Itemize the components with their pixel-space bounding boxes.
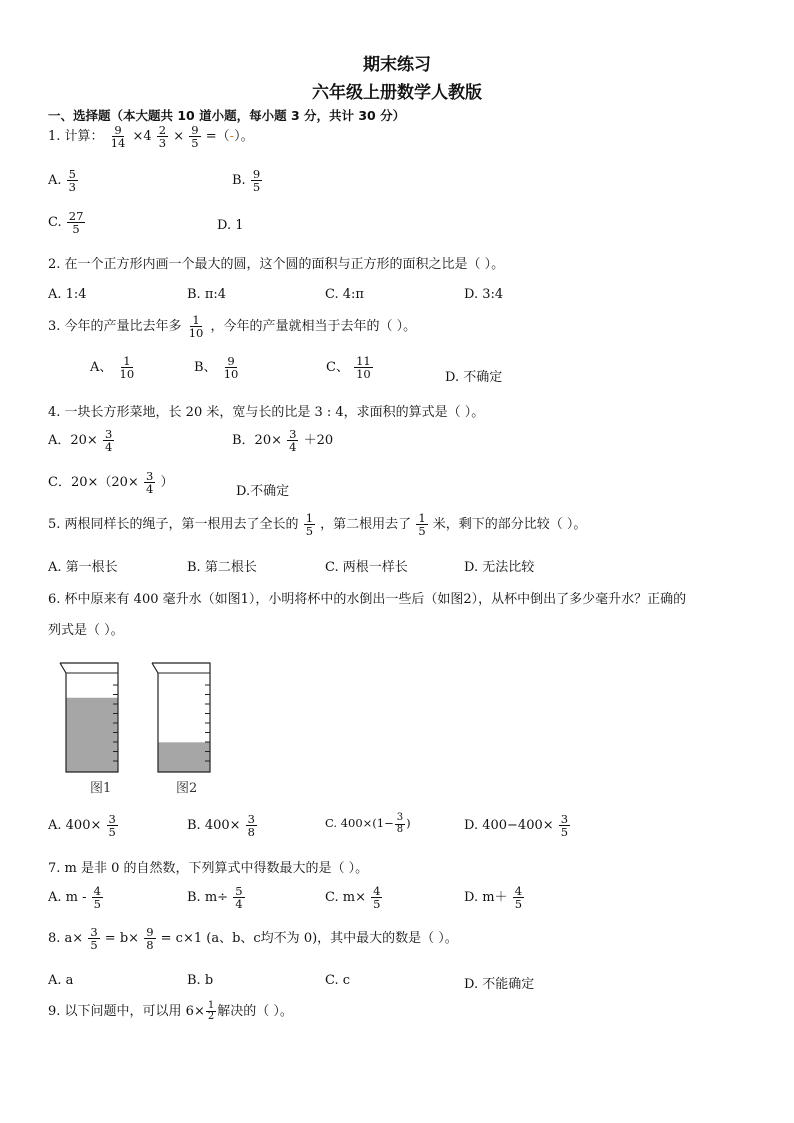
q1-prefix: 1. 计算：: [48, 129, 104, 145]
q2-option-c: C. 4:π: [325, 287, 364, 302]
q5-option-c: C. 两根一样长: [325, 560, 408, 575]
q7-option-c: C. m× $\frac{4}{5}$: [325, 884, 381, 912]
q6-option-b: B. 400× $\frac{3}{8}$: [187, 812, 255, 840]
q5-option-b: B. 第二根长: [187, 560, 257, 575]
beaker-figures: [55, 655, 225, 795]
q8-option-a: A. a: [48, 973, 74, 988]
q1-op: ×4: [132, 129, 152, 145]
q3-option-b: B、 $\frac{9}{10}$: [194, 354, 239, 382]
q1-option-c: C. $\frac{27}{5}$: [48, 209, 84, 237]
beaker-2: [152, 663, 210, 772]
q7-option-a: A. m - $\frac{4}{5}$: [48, 884, 101, 912]
q1-op2: ×: [173, 129, 185, 145]
q1-answer-blank: -: [229, 129, 235, 145]
q2-option-b: B. π:4: [187, 287, 227, 302]
question-6-line-2: 列式是（ ）。: [48, 623, 124, 638]
q5-option-d: D. 无法比较: [464, 560, 535, 575]
q6-option-a: A. 400× $\frac{3}{5}$: [48, 812, 116, 840]
q8-option-b: B. b: [187, 973, 214, 988]
q7-option-b: B. m÷ $\frac{5}{4}$: [187, 884, 243, 912]
q1-eq: =（: [205, 129, 230, 145]
q1-option-b: B. $\frac{9}{5}$: [232, 167, 261, 195]
q1-fraction-2: $\frac{2}{3}$: [158, 123, 167, 151]
q2-option-d: D. 3:4: [464, 287, 504, 302]
section-heading: 一、选择题（本大题共 10 道小题，每小题 3 分，共计 30 分）: [48, 108, 406, 123]
question-7: 7. m 是非 0 的自然数，下列算式中得数最大的是（ ）。: [48, 861, 369, 876]
q3-option-a: A、 $\frac{1}{10}$: [90, 354, 135, 382]
beaker-1: [60, 663, 118, 772]
q1-fraction-3: $\frac{9}{5}$: [191, 123, 199, 151]
q8-option-c: C. c: [325, 973, 351, 988]
q4-option-d: D.不确定: [236, 484, 290, 499]
q4-option-c: C．20×（20× $\frac{3}{4}$ ）: [48, 469, 174, 497]
q5-option-a: A. 第一根长: [48, 560, 118, 575]
question-9: 9. 以下问题中，可以用 6× $\frac{1}{2}$ 解决的（ ）。: [48, 999, 293, 1022]
q6-option-c: C. 400×(1− $\frac{3}{8}$ ): [325, 812, 411, 835]
q1-fraction-1: $\frac{9}{14}$: [110, 123, 126, 151]
question-5: 5. 两根同样长的绳子，第一根用去了全长的 $\frac{1}{5}$ ，第二根用去了 $\frac{1}{5}$ 米，剩下的部分比较（ ）。: [48, 511, 587, 539]
figure-1-label: 图1: [90, 781, 112, 796]
q2-option-a: A. 1:4: [48, 287, 87, 302]
question-6-line-1: 6. 杯中原来有 400 毫升水（如图1），小明将杯中的水倒出一些后（如图2），从杯中倒出了多少毫升水？正确的: [48, 592, 687, 607]
question-4: 4. 一块长方形菜地，长 20 米，宽与长的比是 3 : 4，求面积的算式是（ ）。: [48, 405, 485, 420]
page-subtitle: 六年级上册数学人教版: [312, 83, 482, 103]
question-8: 8. a× $\frac{3}{5}$ = b× $\frac{9}{8}$ = c×1 (a、b、c均不为 0)，其中最大的数是（ ）。: [48, 925, 458, 953]
q4-option-b: B．20× $\frac{3}{4}$ ＋20: [232, 427, 334, 455]
beaker-1-water: [66, 698, 118, 772]
q1-option-d: D. 1: [217, 218, 244, 233]
beaker-2-water: [158, 742, 210, 772]
question-2: 2. 在一个正方形内画一个最大的圆，这个圆的面积与正方形的面积之比是（ ）。: [48, 257, 505, 272]
q6-option-d: D. 400−400× $\frac{3}{5}$: [464, 812, 569, 840]
page-title: 期末练习: [363, 55, 431, 75]
figure-2-label: 图2: [176, 781, 198, 796]
q4-option-a: A．20× $\frac{3}{4}$: [48, 427, 113, 455]
q1-option-a: A. $\frac{5}{3}$: [48, 167, 76, 195]
question-1: [48, 124, 254, 149]
q3-option-c: C、 $\frac{11}{10}$: [326, 354, 371, 382]
question-3: 3. 今年的产量比去年多 $\frac{1}{10}$ ，今年的产量就相当于去年的（ ）。: [48, 313, 417, 341]
q1-suffix: ）。: [234, 129, 254, 145]
q7-option-d: D. m＋ $\frac{4}{5}$: [464, 884, 523, 912]
q8-option-d: D. 不能确定: [464, 977, 535, 992]
q3-option-d: D. 不确定: [445, 370, 503, 385]
